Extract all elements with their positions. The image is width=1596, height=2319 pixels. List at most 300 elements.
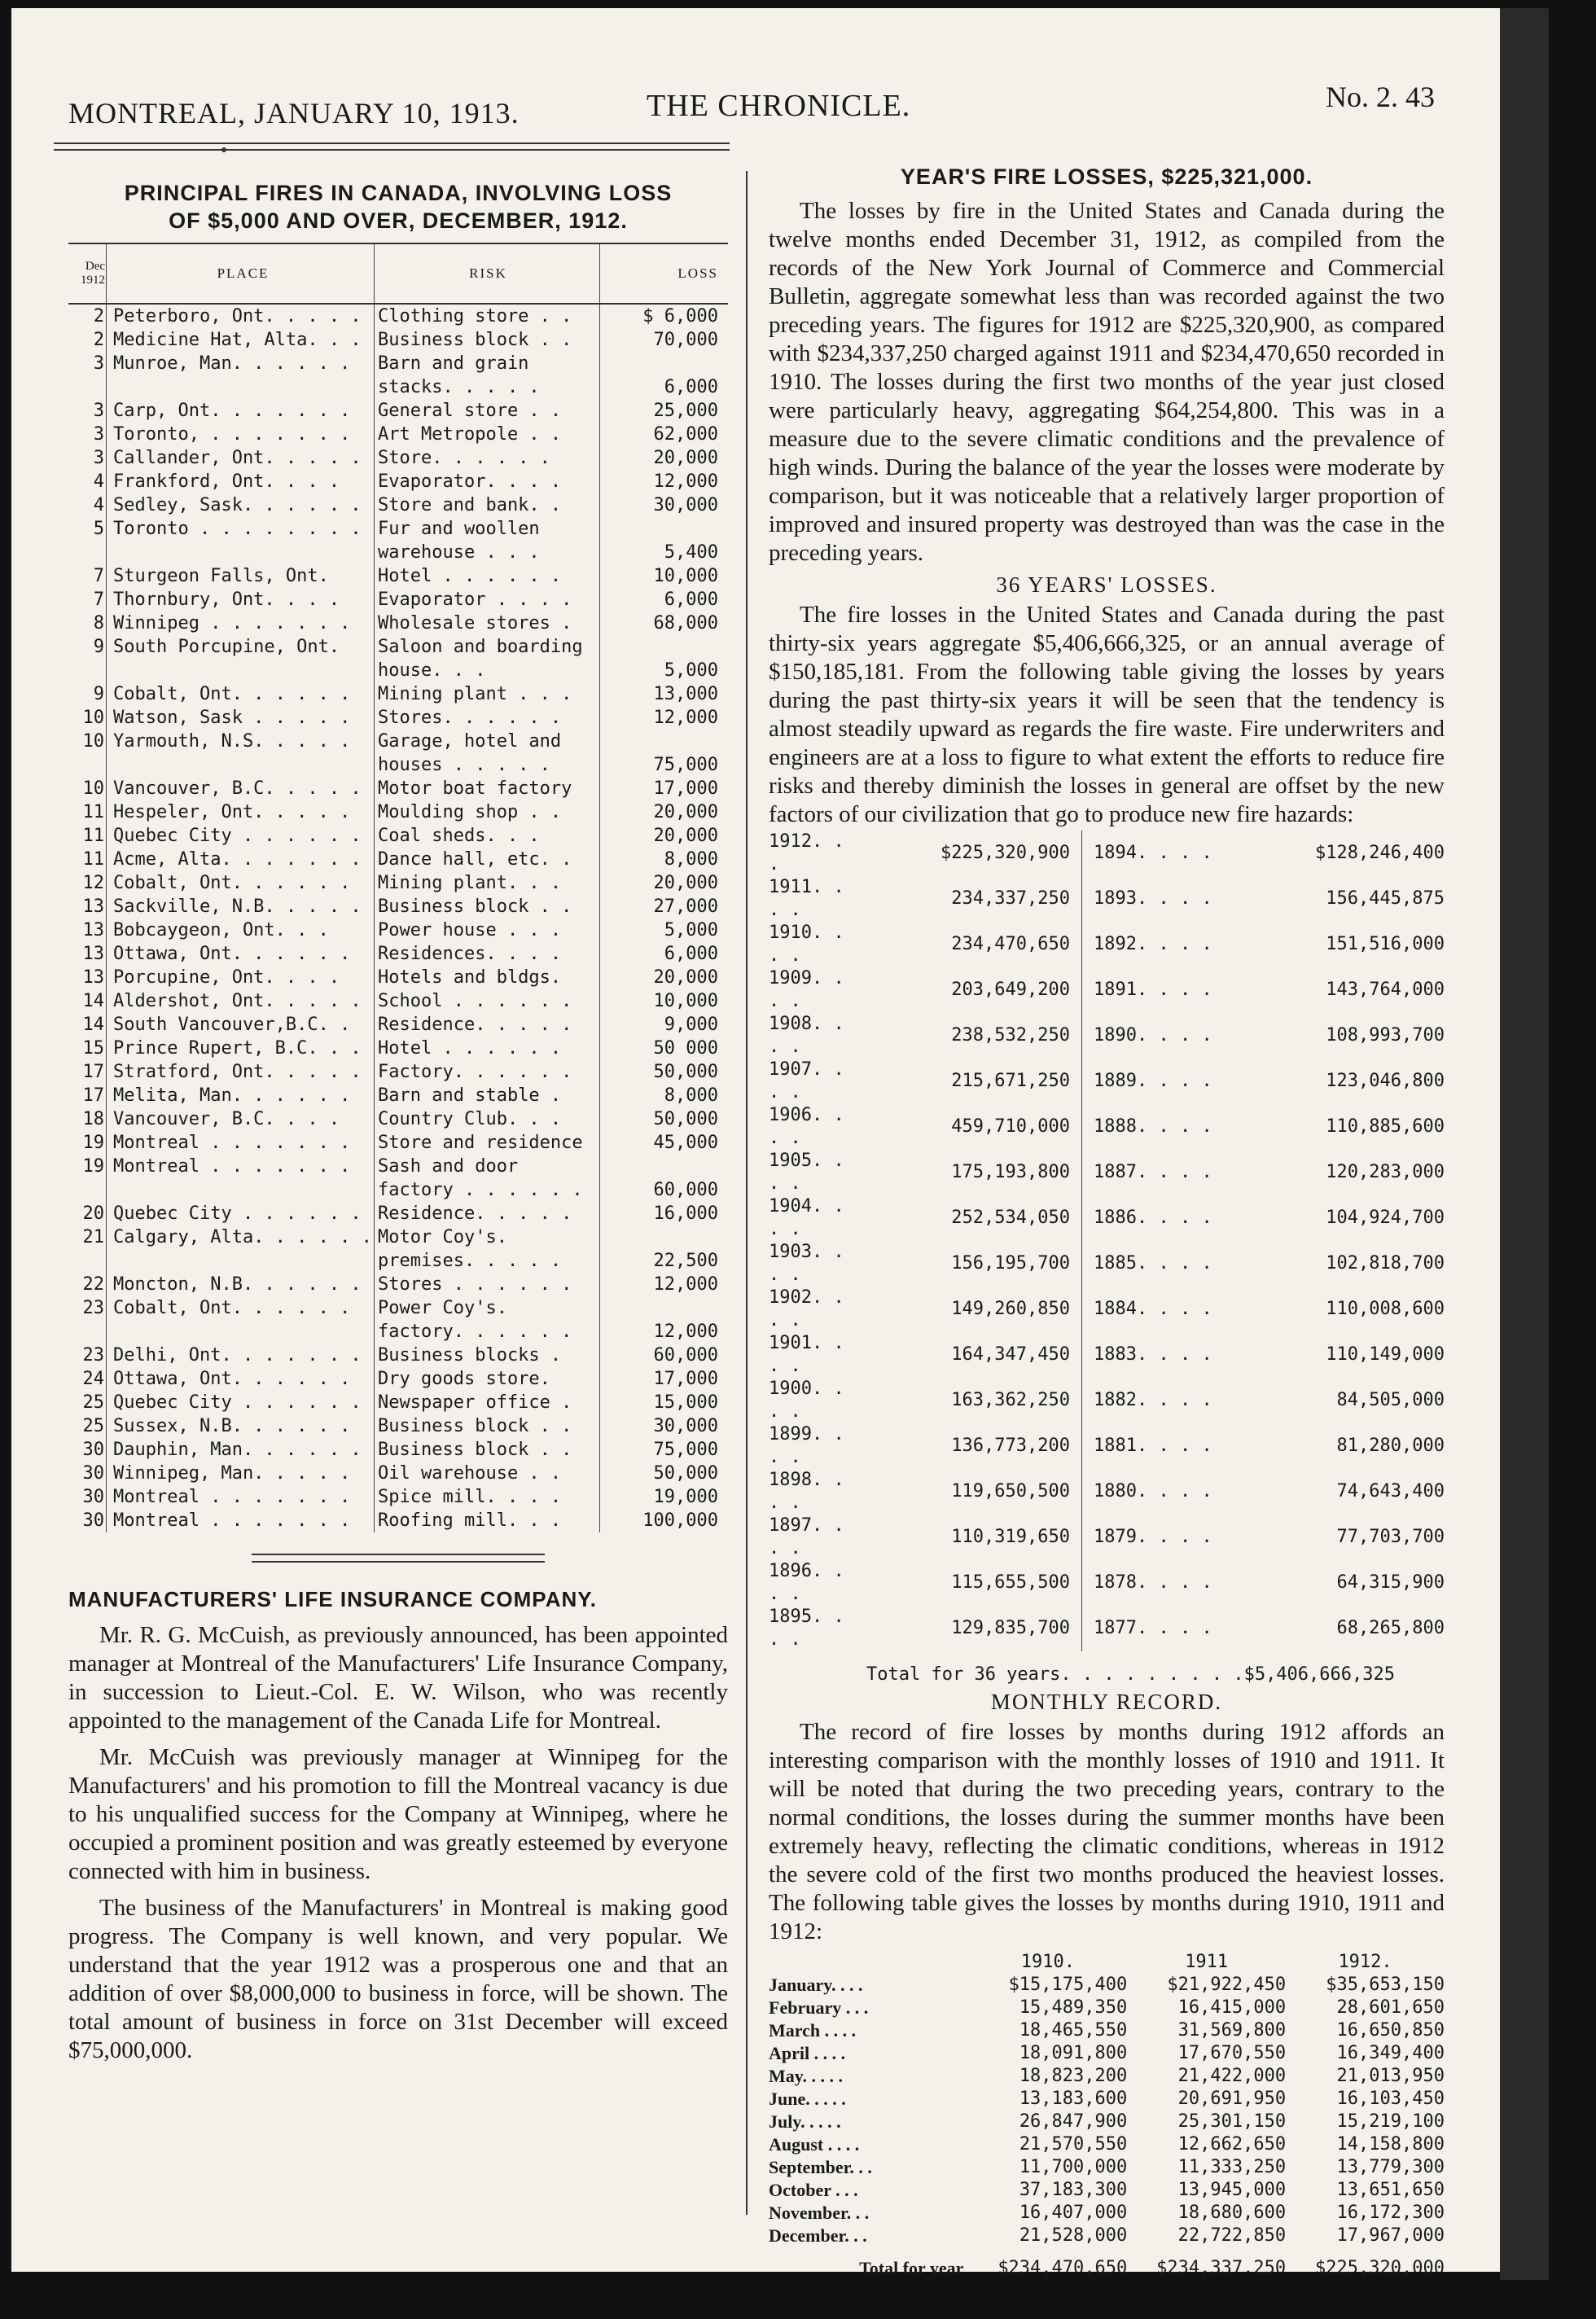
fire-place: Montreal . . . . . . .: [107, 1155, 375, 1202]
table-row: [68, 706, 728, 730]
table-row: [68, 824, 728, 848]
year-left: 1907. . . .: [769, 1059, 844, 1103]
table-row: [769, 2042, 1445, 2065]
month-1910: 18,091,800: [1019, 2043, 1128, 2063]
loss-left: 164,347,450: [858, 1332, 1082, 1378]
table-row: [68, 989, 728, 1013]
fire-date: 18: [68, 1107, 107, 1131]
table-row: [769, 2179, 1445, 2202]
fire-risk: Motor Coy's. premises. . . . .: [375, 1225, 600, 1273]
loss-right: 77,703,700: [1336, 1527, 1445, 1547]
table-row: [68, 777, 728, 800]
table-row: [769, 2019, 1445, 2042]
fire-risk: Dance hall, etc. .: [375, 848, 600, 871]
fire-loss: 12,000: [653, 471, 718, 492]
losses-paragraph-1: The losses by fire in the United States and Canada during the twelve months ended December 31, 1912, as compiled from the records of the New York Journal of Commerce and Commercial Bulletin, aggregate somewhat less than was recorded against the two preceding years. The figures for 1912 are $225,320,900, as compared with $234,337,250 charged against 1911 and $234,470,650 recorded in 1910. The losses during the first two months of the year just closed were particularly heavy, aggregating $64,254,800. This was in a measure due to the severe climatic conditions and the prevalence of high winds. During the balance of the year the losses were moderate by comparison, but it was noticeable that a relatively larger proportion of improved and insured property was destroyed than was the case in the preceding years.: [769, 198, 1445, 566]
loss-left: 149,260,850: [858, 1287, 1082, 1332]
fire-place: Prince Rupert, B.C. . .: [107, 1037, 375, 1060]
table-row: [68, 682, 728, 706]
header-title: THE CHRONICLE.: [647, 89, 911, 123]
table-row: [769, 2111, 1445, 2133]
table-row: [68, 1225, 728, 1273]
fire-loss: 20,000: [653, 826, 718, 846]
fire-date: 15: [68, 1037, 107, 1060]
month-name: November. . .: [769, 2203, 870, 2223]
fire-loss: 70,000: [653, 330, 718, 350]
fire-date: 9: [68, 682, 107, 706]
fire-place: Montreal . . . . . . .: [107, 1485, 375, 1509]
table-row: [68, 1391, 728, 1414]
fire-place: Peterboro, Ont. . . . .: [107, 304, 375, 328]
fire-date: 10: [68, 777, 107, 800]
fire-loss: 6,000: [664, 944, 718, 964]
fire-risk: Business block . .: [375, 1438, 600, 1462]
table-row: [68, 918, 728, 942]
loss-right: 110,149,000: [1326, 1344, 1445, 1365]
fire-risk: Dry goods store.: [375, 1367, 600, 1391]
fire-place: Quebec City . . . . . .: [107, 824, 375, 848]
fire-place: Callander, Ont. . . . .: [107, 446, 375, 470]
fire-loss: 16,000: [653, 1203, 718, 1224]
fire-date: 11: [68, 848, 107, 871]
year-right: 1883. . . .: [1094, 1344, 1212, 1365]
fire-loss: 75,000: [653, 1440, 718, 1460]
fire-risk: School . . . . . .: [375, 989, 600, 1013]
fire-loss: 8,000: [664, 1085, 718, 1106]
table-row: [68, 1060, 728, 1084]
fire-place: Cobalt, Ont. . . . . .: [107, 871, 375, 895]
table-row: [68, 470, 728, 493]
table-row: [769, 1974, 1445, 1997]
loss-left: 115,655,500: [858, 1560, 1082, 1606]
loss-right: 110,885,600: [1326, 1116, 1445, 1137]
monthly-losses-table: [769, 1951, 1445, 2280]
loss-right: 120,283,000: [1326, 1162, 1445, 1182]
yearly-losses-table: [769, 831, 1445, 1651]
fire-date: 3: [68, 399, 107, 423]
month-name: October . . .: [769, 2180, 858, 2200]
col-place: PLACE: [107, 243, 375, 304]
table-row: [68, 328, 728, 352]
fire-risk: Business block . .: [375, 895, 600, 918]
right-column: [769, 163, 1445, 2280]
loss-right: 74,643,400: [1336, 1481, 1445, 1501]
fire-place: Montreal . . . . . . .: [107, 1131, 375, 1155]
table-row: [769, 1287, 1445, 1332]
table-row: [68, 612, 728, 635]
fire-place: Yarmouth, N.S. . . . .: [107, 730, 375, 777]
loss-left: 234,337,250: [858, 876, 1082, 922]
fire-risk: Stores. . . . . .: [375, 706, 600, 730]
monthly-total-1912: $225,320,000: [1315, 2258, 1445, 2278]
fire-loss: 13,000: [653, 684, 718, 704]
table-row: [68, 1037, 728, 1060]
year-left: 1911. . . .: [769, 877, 844, 920]
loss-right: 143,764,000: [1326, 980, 1445, 1000]
month-name: July. . . . .: [769, 2111, 841, 2132]
fire-risk: Garage, hotel and houses . . . . .: [375, 730, 600, 777]
loss-left: 119,650,500: [858, 1469, 1082, 1515]
monthly-total-row: [769, 2247, 1445, 2280]
col-risk: RISK: [375, 243, 600, 304]
fire-loss: 17,000: [653, 778, 718, 799]
fire-risk: Fur and woollen warehouse . . .: [375, 517, 600, 564]
fire-risk: Oil warehouse . .: [375, 1462, 600, 1485]
fire-place: Carp, Ont. . . . . . .: [107, 399, 375, 423]
fire-place: Toronto, . . . . . . .: [107, 423, 375, 446]
table-row: [68, 1485, 728, 1509]
table-row: [769, 876, 1445, 922]
fire-risk: Motor boat factory: [375, 777, 600, 800]
table-row: [769, 2065, 1445, 2088]
fire-loss: 5,000: [664, 920, 718, 940]
fire-loss: 22,500: [653, 1251, 718, 1271]
fire-date: 13: [68, 966, 107, 989]
fire-risk: Coal sheds. . .: [375, 824, 600, 848]
month-1912: 16,103,450: [1336, 2089, 1445, 2109]
month-1910: 18,823,200: [1019, 2066, 1128, 2086]
loss-left: 110,319,650: [858, 1515, 1082, 1560]
month-1912: $35,653,150: [1326, 1975, 1445, 1995]
month-name: January. . . .: [769, 1975, 863, 1995]
year-left: 1906. . . .: [769, 1105, 844, 1148]
fire-loss: 100,000: [642, 1510, 718, 1531]
fire-risk: Sash and door factory . . . . . .: [375, 1155, 600, 1202]
manufacturers-title: MANUFACTURERS' LIFE INSURANCE COMPANY.: [68, 1587, 597, 1611]
table-row: [68, 1013, 728, 1037]
month-name: June. . . . .: [769, 2089, 846, 2109]
month-1911: 17,670,550: [1177, 2043, 1287, 2063]
table-row: [68, 635, 728, 682]
table-row: [769, 1195, 1445, 1241]
fire-place: South Vancouver,B.C. .: [107, 1013, 375, 1037]
fire-risk: Residences. . . .: [375, 942, 600, 966]
month-name: April . . . .: [769, 2043, 846, 2063]
table-row: [769, 2156, 1445, 2179]
year-left: 1904. . . .: [769, 1196, 844, 1239]
fire-risk: Store. . . . . .: [375, 446, 600, 470]
year-right: 1889. . . .: [1094, 1071, 1212, 1091]
table-row: [769, 1241, 1445, 1287]
fire-loss: 30,000: [653, 1416, 718, 1436]
table-row: [769, 967, 1445, 1013]
fire-loss: 6,000: [664, 377, 718, 397]
fire-place: Vancouver, B.C. . . .: [107, 1107, 375, 1131]
table-row: [68, 966, 728, 989]
fire-loss: 8,000: [664, 849, 718, 870]
month-1912: 16,349,400: [1336, 2043, 1445, 2063]
fire-date: 19: [68, 1131, 107, 1155]
fire-place: Acme, Alta. . . . . . .: [107, 848, 375, 871]
month-1911: 20,691,950: [1177, 2089, 1287, 2109]
table-row: [769, 1560, 1445, 1606]
fire-date: 4: [68, 470, 107, 493]
table-row: [68, 588, 728, 612]
table-row: [68, 1414, 728, 1438]
fire-place: Sturgeon Falls, Ont.: [107, 564, 375, 588]
fire-loss: 50,000: [653, 1109, 718, 1129]
loss-right: 104,924,700: [1326, 1208, 1445, 1228]
month-1911: 11,333,250: [1177, 2157, 1287, 2177]
losses-title: YEAR'S FIRE LOSSES, $225,321,000.: [900, 164, 1313, 189]
year-right: 1888. . . .: [1094, 1116, 1212, 1137]
year-right: 1882. . . .: [1094, 1390, 1212, 1410]
fire-date: 11: [68, 800, 107, 824]
month-1911: 13,945,000: [1177, 2180, 1287, 2200]
loss-right: 81,280,000: [1336, 1436, 1445, 1456]
year-right: 1891. . . .: [1094, 980, 1212, 1000]
fire-loss: 9,000: [664, 1015, 718, 1035]
col-loss: LOSS: [600, 243, 729, 304]
fire-risk: Art Metropole . .: [375, 423, 600, 446]
manufacturers-paragraph-2: Mr. McCuish was previously manager at Winnipeg for the Manufacturers' and his promotion to fill the Montreal vacancy is due to his unqualified success for the Company at Winnipeg, where he occupied a prominent position and was greatly esteemed by everyone connected with him in business.: [68, 1744, 728, 1884]
fire-date: 30: [68, 1485, 107, 1509]
month-1910: 26,847,900: [1019, 2111, 1128, 2132]
fire-date: 3: [68, 352, 107, 399]
fire-loss: 50,000: [653, 1463, 718, 1484]
month-1911: 18,680,600: [1177, 2203, 1287, 2223]
fire-place: Ottawa, Ont. . . . . .: [107, 942, 375, 966]
fire-place: Medicine Hat, Alta. . .: [107, 328, 375, 352]
fire-date: 13: [68, 918, 107, 942]
fire-place: Winnipeg . . . . . . .: [107, 612, 375, 635]
fire-loss: 20,000: [653, 873, 718, 893]
table-row: [68, 1367, 728, 1391]
year-left: 1895. . . .: [769, 1607, 844, 1650]
fire-place: Melita, Man. . . . . .: [107, 1084, 375, 1107]
fires-title-line1: PRINCIPAL FIRES IN CANADA, INVOLVING LOSS: [124, 181, 673, 205]
fire-place: Watson, Sask . . . . .: [107, 706, 375, 730]
fire-place: Ottawa, Ont. . . . . .: [107, 1367, 375, 1391]
month-1911: 22,722,850: [1177, 2225, 1287, 2246]
loss-left: 234,470,650: [858, 922, 1082, 967]
table-row: [68, 1107, 728, 1131]
loss-left: 238,532,250: [858, 1013, 1082, 1059]
fire-place: Vancouver, B.C. . . . .: [107, 777, 375, 800]
fire-place: Hespeler, Ont. . . . .: [107, 800, 375, 824]
fire-risk: Business block . .: [375, 328, 600, 352]
loss-left: 175,193,800: [858, 1150, 1082, 1195]
table-row: [68, 1296, 728, 1344]
table-row: [68, 800, 728, 824]
fire-date: 23: [68, 1344, 107, 1367]
fires-table-body: [68, 304, 728, 1532]
fire-risk: Hotel . . . . . .: [375, 564, 600, 588]
loss-right: 110,008,600: [1326, 1299, 1445, 1319]
fire-place: Quebec City . . . . . .: [107, 1202, 375, 1225]
fire-date: 24: [68, 1367, 107, 1391]
fire-loss: 62,000: [653, 424, 718, 445]
table-row: [68, 446, 728, 470]
table-row: [68, 1155, 728, 1202]
fire-loss: 25,000: [653, 401, 718, 421]
month-header-1911: 1911: [1185, 1952, 1229, 1972]
fire-date: 17: [68, 1084, 107, 1107]
year-right: 1884. . . .: [1094, 1299, 1212, 1319]
month-1912: 15,219,100: [1336, 2111, 1445, 2132]
loss-right: 151,516,000: [1326, 934, 1445, 954]
table-row: [769, 1515, 1445, 1560]
month-name: December. . .: [769, 2225, 867, 2246]
month-1912: 16,172,300: [1336, 2203, 1445, 2223]
fire-risk: Barn and grain stacks. . . . .: [375, 352, 600, 399]
losses-paragraph-3: The record of fire losses by months during 1912 affords an interesting comparison with the monthly losses of 1910 and 1911. It will be noted that during the two preceding years, contrary to the normal conditions, the losses during the summer months have been extremely heavy, reflecting the climatic conditions, whereas in 1912 the severe cold of the first two months produced the heaviest losses. The following table gives the losses by months during 1910, 1911 and 1912:: [769, 1719, 1445, 1944]
fires-title-line2: OF $5,000 AND OVER, DECEMBER, 1912.: [169, 208, 628, 233]
month-1910: 18,465,550: [1019, 2020, 1128, 2041]
fire-place: Calgary, Alta. . . . . .: [107, 1225, 375, 1273]
fire-place: Stratford, Ont. . . . .: [107, 1060, 375, 1084]
section-divider: [252, 1554, 545, 1563]
table-row: [68, 423, 728, 446]
fire-loss: 60,000: [653, 1180, 718, 1200]
fire-risk: Mining plant. . .: [375, 871, 600, 895]
table-row: [68, 304, 728, 328]
table-row: [769, 831, 1445, 876]
year-right: 1881. . . .: [1094, 1436, 1212, 1456]
table-row: [68, 1202, 728, 1225]
year-right: 1890. . . .: [1094, 1025, 1212, 1046]
fire-date: 19: [68, 1155, 107, 1202]
month-1910: $15,175,400: [1008, 1975, 1128, 1995]
fire-place: Dauphin, Man. . . . . .: [107, 1438, 375, 1462]
month-name: May. . . . .: [769, 2066, 844, 2086]
fire-risk: Wholesale stores .: [375, 612, 600, 635]
table-row: [769, 1104, 1445, 1150]
fire-risk: Roofing mill. . .: [375, 1509, 600, 1532]
loss-left: 215,671,250: [858, 1059, 1082, 1104]
table-row: [769, 2088, 1445, 2111]
fires-table: [68, 243, 728, 1532]
fire-date: 2: [68, 328, 107, 352]
fire-place: Frankford, Ont. . . .: [107, 470, 375, 493]
fire-risk: Hotel . . . . . .: [375, 1037, 600, 1060]
month-1910: 37,183,300: [1019, 2180, 1128, 2200]
loss-right: 108,993,700: [1326, 1025, 1445, 1046]
year-right: 1879. . . .: [1094, 1527, 1212, 1547]
fire-loss: 17,000: [653, 1369, 718, 1389]
year-left: 1897. . . .: [769, 1515, 844, 1558]
year-left: 1912. . .: [769, 831, 844, 875]
header-dateline: MONTREAL, JANUARY 10, 1913.: [68, 97, 520, 129]
fire-date: 13: [68, 895, 107, 918]
table-row: [769, 1997, 1445, 2019]
fire-date: 5: [68, 517, 107, 564]
fire-risk: General store . .: [375, 399, 600, 423]
year-left: 1901. . . .: [769, 1333, 844, 1376]
fire-risk: Evaporator. . . .: [375, 470, 600, 493]
table-row: [68, 352, 728, 399]
year-left: 1909. . . .: [769, 968, 844, 1011]
month-1912: 28,601,650: [1336, 1997, 1445, 2018]
month-1911: 12,662,650: [1177, 2134, 1287, 2155]
fire-place: Montreal . . . . . . .: [107, 1509, 375, 1532]
fire-loss: 5,000: [664, 660, 718, 681]
year-left: 1902. . . .: [769, 1287, 844, 1330]
month-1911: 31,569,800: [1177, 2020, 1287, 2041]
year-right: 1878. . . .: [1094, 1572, 1212, 1593]
year-right: 1885. . . .: [1094, 1253, 1212, 1273]
fire-place: Moncton, N.B. . . . . .: [107, 1273, 375, 1296]
month-1912: 13,651,650: [1336, 2180, 1445, 2200]
fire-risk: Hotels and bldgs.: [375, 966, 600, 989]
year-left: 1903. . . .: [769, 1242, 844, 1285]
year-left: 1899. . . .: [769, 1424, 844, 1467]
table-row: [68, 1438, 728, 1462]
fire-place: Thornbury, Ont. . . .: [107, 588, 375, 612]
fire-place: Delhi, Ont. . . . . . .: [107, 1344, 375, 1367]
loss-right: 156,445,875: [1326, 888, 1445, 909]
month-1910: 11,700,000: [1019, 2157, 1128, 2177]
table-row: [769, 1332, 1445, 1378]
page-header: [52, 80, 1443, 129]
table-row: [68, 1344, 728, 1367]
col-dec: Dec 1912: [68, 243, 107, 304]
month-1910: 13,183,600: [1019, 2089, 1128, 2109]
subheading-36-years: 36 YEARS' LOSSES.: [996, 572, 1217, 597]
table-row: [68, 871, 728, 895]
fire-loss: 10,000: [653, 991, 718, 1011]
fire-loss: 20,000: [653, 967, 718, 988]
month-1910: 15,489,350: [1019, 1997, 1128, 2018]
fire-place: Cobalt, Ont. . . . . .: [107, 1296, 375, 1344]
month-header-1910: 1910.: [1020, 1952, 1075, 1972]
fire-risk: Mining plant . . .: [375, 682, 600, 706]
loss-right: 68,265,800: [1336, 1618, 1445, 1638]
year-right: 1892. . . .: [1094, 934, 1212, 954]
page: [11, 8, 1549, 2278]
fire-date: 4: [68, 493, 107, 517]
left-column: [68, 179, 728, 2065]
fire-loss: 20,000: [653, 448, 718, 468]
fire-place: Cobalt, Ont. . . . . .: [107, 682, 375, 706]
month-1912: 13,779,300: [1336, 2157, 1445, 2177]
year-right: 1894. . . .: [1094, 843, 1212, 863]
loss-right: $128,246,400: [1315, 843, 1445, 863]
fire-loss: 30,000: [653, 495, 718, 515]
monthly-total-label: Total for year: [859, 2258, 964, 2278]
table-row: [68, 399, 728, 423]
table-row: [68, 1084, 728, 1107]
fire-date: 22: [68, 1273, 107, 1296]
month-name: March . . . .: [769, 2020, 857, 2041]
fire-date: 8: [68, 612, 107, 635]
fire-risk: Power house . . .: [375, 918, 600, 942]
fire-loss: 5,400: [664, 542, 718, 563]
fire-loss: $ 6,000: [642, 306, 718, 327]
fire-loss: 10,000: [653, 566, 718, 586]
manufacturers-paragraph-3: The business of the Manufacturers' in Montreal is making good progress. The Company is well known, and very popular. We understand that the year 1912 was a prosperous one and that an addition of over $8,000,000 to business in force, will be shown. The total amount of business in force on 31st December will exceed $75,000,000.: [68, 1895, 728, 2063]
fire-date: 23: [68, 1296, 107, 1344]
year-right: 1893. . . .: [1094, 888, 1212, 909]
fire-risk: Residence. . . . .: [375, 1013, 600, 1037]
fire-date: 10: [68, 706, 107, 730]
year-right: 1886. . . .: [1094, 1208, 1212, 1228]
monthly-total-1911: $234,337,250: [1156, 2258, 1287, 2278]
table-row: [68, 1509, 728, 1532]
month-name: September. . .: [769, 2157, 872, 2177]
loss-left: 163,362,250: [858, 1378, 1082, 1423]
fire-place: Sedley, Sask. . . . . .: [107, 493, 375, 517]
book-binding: [1500, 8, 1549, 2280]
table-row: [769, 1378, 1445, 1423]
month-1912: 17,967,000: [1336, 2225, 1445, 2246]
losses-paragraph-2: The fire losses in the United States and Canada during the past thirty-six years aggregate $5,406,666,325, or an annual average of $150,185,181. From the following table giving the losses by years during the past thirty-six years it will be seen that the tendency is almost steadily upward as regards the fire waste. Fire underwriters and engineers are at a loss to figure to what extent the efforts to reduce fire risks and thereby diminish the losses in general are offset by the new factors of our civilization that go to produce new fire hazards:: [769, 602, 1445, 827]
year-left: 1910. . . .: [769, 923, 844, 966]
fire-risk: Country Club. . .: [375, 1107, 600, 1131]
fire-loss: 20,000: [653, 802, 718, 822]
year-left: 1905. . . .: [769, 1151, 844, 1194]
fire-place: Sackville, N.B. . . . .: [107, 895, 375, 918]
